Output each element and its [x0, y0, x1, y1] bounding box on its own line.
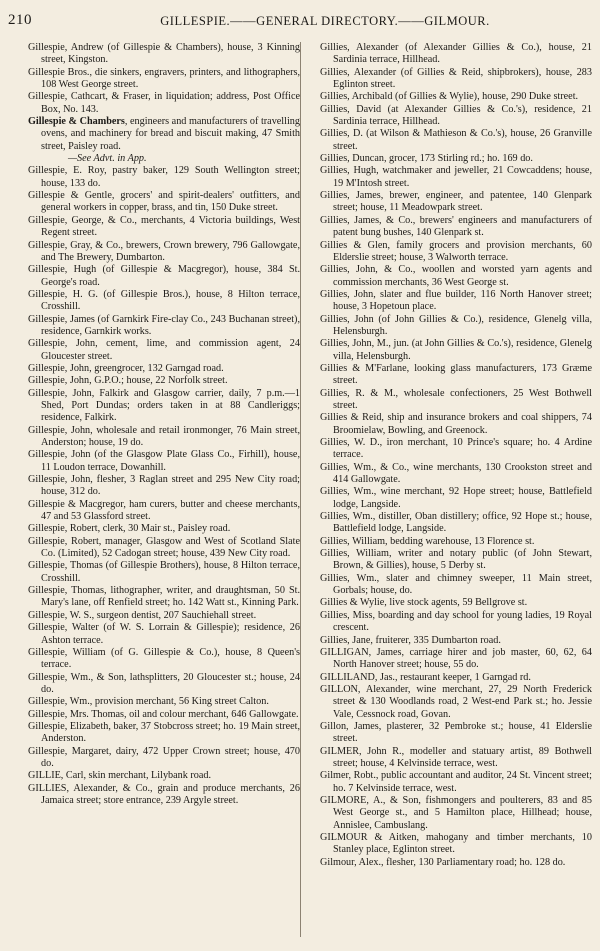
- directory-entry: Gillies, Archibald (of Gillies & Wylie), house, 290 Duke street.: [320, 91, 579, 103]
- directory-entry: Gillies, John, slater and flue builder, 116 North Hanover street; house, 3 Hopetoun place.: [320, 288, 592, 313]
- directory-entry: Gillespie, W. S., surgeon dentist, 207 Sauchiehall street.: [28, 609, 257, 621]
- directory-entry: Gillespie, John, wholesale and retail ironmonger, 76 Main street, Anderston; house, 19 do.: [28, 424, 300, 448]
- directory-entry: Gillies, Duncan, grocer, 173 Stirling rd.; ho. 169 do.: [320, 153, 533, 165]
- directory-entry: Gillespie, James (of Garnkirk Fire-clay Co., 243 Buchanan street), residence, Garnkirk works.: [28, 313, 300, 337]
- directory-entry: Gillies, Wm., slater and chimney sweeper, 11 Main street, Gorbals; house, do.: [320, 572, 592, 597]
- directory-entry: Gillespie, John, flesher, 3 Raglan street and 295 New City road; house, 312 do.: [28, 474, 300, 498]
- page-header: [8, 12, 592, 32]
- directory-entry: Gillies, Miss, boarding and day school for young ladies, 19 Royal crescent.: [320, 609, 592, 634]
- directory-entry: Gillespie & Chambers, engineers and manufacturers of travelling ovens, and machinery for bread and biscuit making, 47 Smith street, Paisley road.: [28, 116, 300, 152]
- directory-entry: Gillies, Alexander (of Gillies & Reid, shipbrokers), house, 283 Eglinton street.: [320, 66, 592, 91]
- directory-entry: Gillies, Jane, fruiterer, 335 Dumbarton road.: [320, 634, 501, 646]
- directory-entry: Gillies, John, & Co., woollen and worsted yarn agents and commission merchants, 36 West George st.: [320, 264, 592, 288]
- directory-entry: GILLIGAN, James, carriage hirer and job master, 60, 62, 64 North Hanover street; house, 55 do.: [320, 646, 592, 671]
- directory-entry: Gillies, R. & M., wholesale confectioners, 25 West Bothwell street.: [320, 387, 592, 411]
- directory-entry: Gillies, Wm., wine merchant, 92 Hope street; house, Battlefield lodge, Langside.: [320, 486, 592, 510]
- directory-entry: Gillespie & Macgregor, ham curers, butter and cheese merchants, 47 and 53 Glassford street.: [28, 498, 300, 523]
- directory-entry: —See Advt. in App.: [68, 153, 147, 165]
- directory-entry: Gillespie, Robert, manager, Glasgow and West of Scotland Slate Co. (Limited), 52 Cadogan street; house, 439 New City road.: [28, 535, 300, 560]
- directory-entry: Gillespie, John, G.P.O.; house, 22 Norfolk street.: [28, 375, 228, 387]
- directory-entry: Gillespie, Walter (of W. S. Lorrain & Gillespie); residence, 26 Ashton terrace.: [28, 622, 300, 646]
- directory-entry: Gillespie, E. Roy, pastry baker, 129 South Wellington street; house, 133 do.: [28, 165, 300, 189]
- directory-entry: Gillies, Hugh, watchmaker and jeweller, 21 Cowcaddens; house, 19 M'Intosh street.: [320, 165, 592, 189]
- directory-entry: Gillespie, George, & Co., merchants, 4 Victoria buildings, West Regent street.: [28, 214, 300, 239]
- directory-entry: Gillies, D. (at Wilson & Mathieson & Co.'s), house, 26 Granville street.: [320, 128, 592, 152]
- page-number: 210: [8, 12, 32, 28]
- directory-entry: GILLON, Alexander, wine merchant, 27, 29 North Frederick street & 130 Woodlands road, 2 West-end Park st.; ho. Jessie Vale, Cessnock road, Govan.: [320, 683, 592, 720]
- directory-entry: Gillespie, Robert, clerk, 30 Mair st., Paisley road.: [28, 523, 231, 535]
- directory-entry: Gillies & M'Farlane, looking glass manufacturers, 173 Græme street.: [320, 362, 592, 387]
- directory-entry: Gillespie, John, cement, lime, and commission agent, 24 Gloucester street.: [28, 338, 300, 362]
- directory-entry: Gillies, Wm., & Co., wine merchants, 130 Crookston street and 414 Gallowgate.: [320, 461, 592, 486]
- left-column: [28, 42, 300, 869]
- directory-entry: Gillespie, John (of the Glasgow Plate Glass Co., Firhill), house, 11 Loudon terrace, Dowanhill.: [28, 449, 300, 473]
- directory-entry: Gillespie, Thomas, lithographer, writer, and draughtsman, 50 St. Mary's lane, off Renfield street; ho. 142 Watt st., Kinning Park.: [28, 585, 300, 609]
- directory-entry: GILMOUR & Aitken, mahogany and timber merchants, 10 Stanley place, Eglinton street.: [320, 832, 592, 856]
- directory-entry: Gillespie, H. G. (of Gillespie Bros.), house, 8 Hilton terrace, Crosshill.: [28, 288, 300, 313]
- directory-entry: Gillespie, William (of G. Gillespie & Co.), house, 8 Queen's terrace.: [28, 646, 300, 671]
- directory-entry: Gillespie, John, Falkirk and Glasgow carrier, daily, 7 p.m.—1 Shed, Port Dundas; orders taken in at 88 Candleriggs; residence, Falkirk.: [28, 387, 300, 424]
- directory-entry: Gillies, James, brewer, engineer, and patentee, 140 Glenpark street; house, 11 Meadowpark street.: [320, 190, 592, 214]
- directory-entry: Gillies & Glen, family grocers and provision merchants, 60 Elderslie street; house, 3 Walworth terrace.: [320, 239, 592, 263]
- directory-entry: Gillespie, John, greengrocer, 132 Garngad road.: [28, 362, 224, 374]
- directory-entry: Gillies, William, bedding warehouse, 13 Florence st.: [320, 535, 535, 547]
- directory-entry: Gillespie, Mrs. Thomas, oil and colour merchant, 646 Gallowgate.: [28, 708, 299, 720]
- directory-entry: Gillies, John (of John Gillies & Co.), residence, Glenelg villa, Helensburgh.: [320, 313, 592, 337]
- directory-entry: Gillespie & Gentle, grocers' and spirit-dealers' outfitters, and general workers in copper, brass, and tin, 150 Duke street.: [28, 190, 300, 214]
- directory-entry: Gillies, James, & Co., brewers' engineers and manufacturers of patent bung bushes, 140 Glenpark st.: [320, 214, 592, 239]
- directory-entry: Gillies, William, writer and notary public (of John Stewart, Brown, & Gillies), house, 5 Derby st.: [320, 548, 592, 572]
- directory-entry: Gillies & Reid, ship and insurance brokers and coal shippers, 74 Broomielaw, Bowling, and Greenock.: [320, 412, 592, 436]
- directory-entry: Gillies, W. D., iron merchant, 10 Prince's square; ho. 4 Ardine terrace.: [320, 437, 592, 461]
- directory-entry: Gillespie, Thomas (of Gillespie Brothers), house, 8 Hilton terrace, Crosshill.: [28, 560, 300, 584]
- directory-entry: Gillespie, Elizabeth, baker, 37 Stobcross street; ho. 19 Main street, Anderston.: [28, 720, 300, 745]
- directory-entry: Gillespie, Cathcart, & Fraser, in liquidation; address, Post Office Box, No. 143.: [28, 91, 300, 115]
- directory-entry: GILLIES, Alexander, & Co., grain and produce merchants, 26 Jamaica street; store entrance, 239 Argyle street.: [28, 782, 300, 806]
- directory-entry: Gillespie, Wm., & Son, lathsplitters, 20 Gloucester st.; house, 24 do.: [28, 671, 300, 695]
- directory-entry: Gillespie, Wm., provision merchant, 56 King street Calton.: [28, 696, 269, 708]
- directory-entry: Gillon, James, plasterer, 32 Pembroke st.; house, 41 Elderslie street.: [320, 720, 592, 745]
- directory-columns: [28, 42, 592, 869]
- running-title: GILLESPIE.——GENERAL DIRECTORY.——GILMOUR.: [160, 14, 490, 28]
- right-column: [320, 42, 592, 869]
- directory-entry: Gillies & Wylie, live stock agents, 59 Bellgrove st.: [320, 597, 528, 609]
- directory-entry: Gillies, John, M., jun. (at John Gillies & Co.'s), residence, Glenelg villa, Helensburgh.: [320, 338, 592, 362]
- directory-entry: GILMORE, A., & Son, fishmongers and poulterers, 83 and 85 West George st., and 5 Hamilton place, Hillhead; house, Annislee, Cambuslang.: [320, 794, 592, 831]
- directory-entry: Gillespie Bros., die sinkers, engravers, printers, and lithographers, 108 West George street.: [28, 66, 300, 91]
- directory-entry: Gilmour, Alex., flesher, 130 Parliamentary road; ho. 128 do.: [320, 856, 566, 868]
- directory-entry: Gillies, David (at Alexander Gillies & Co.'s), residence, 21 Sardinia terrace, Hillhead.: [320, 103, 592, 128]
- directory-entry: Gillespie, Andrew (of Gillespie & Chambers), house, 3 Kinning street, Kingston.: [28, 42, 300, 66]
- directory-entry: Gillespie, Gray, & Co., brewers, Crown brewery, 796 Gallowgate, and The Brewery, Dumbarton.: [28, 239, 300, 263]
- directory-entry: Gillies, Alexander (of Alexander Gillies & Co.), house, 21 Sardinia terrace, Hillhead.: [320, 42, 592, 66]
- directory-entry: Gillespie, Margaret, dairy, 472 Upper Crown street; house, 470 do.: [28, 745, 300, 769]
- directory-entry: GILMER, John R., modeller and statuary artist, 89 Bothwell street; house, 4 Kelvinside terrace, west.: [320, 745, 592, 769]
- directory-entry: GILLILAND, Jas., restaurant keeper, 1 Garngad rd.: [320, 671, 531, 683]
- directory-entry: Gillies, Wm., distiller, Oban distillery; office, 92 Hope st.; house, Battlefield lodge, Langside.: [320, 511, 592, 535]
- directory-entry: GILLIE, Carl, skin merchant, Lilybank road.: [28, 770, 212, 782]
- directory-entry: Gilmer, Robt., public accountant and auditor, 24 St. Vincent street; ho. 7 Kelvinside terrace, west.: [320, 770, 592, 794]
- directory-entry: Gillespie, Hugh (of Gillespie & Macgregor), house, 384 St. George's road.: [28, 264, 300, 288]
